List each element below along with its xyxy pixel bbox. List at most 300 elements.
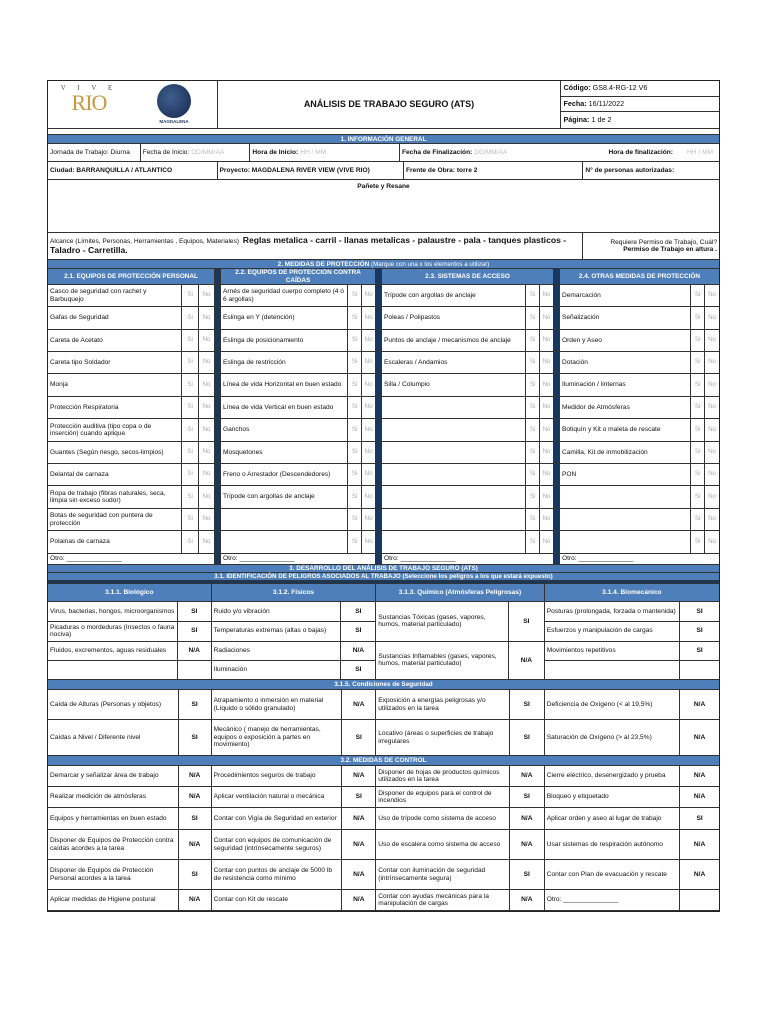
section2-title: 2. MEDIDAS DE PROTECCIÓN (Marque con una x los elementos a utilizar) — [48, 260, 719, 269]
control-value[interactable]: N/A — [510, 766, 545, 786]
protection-item — [382, 509, 526, 530]
control-value[interactable]: N/A — [510, 808, 545, 829]
no-checkbox[interactable]: No — [540, 509, 554, 530]
no-checkbox[interactable]: No — [540, 285, 554, 306]
section2-grid — [48, 269, 719, 565]
si-checkbox[interactable]: Si — [691, 352, 705, 373]
hazard-item — [48, 661, 178, 679]
no-checkbox[interactable]: No — [540, 442, 554, 463]
control-value[interactable]: SI — [696, 814, 703, 822]
hazard-column — [212, 602, 377, 679]
control-item: Caídas a Nivel / Diferente nivel — [48, 720, 179, 755]
protection-item: Eslinga de posicionamiento — [221, 330, 348, 351]
section2-row — [48, 285, 719, 307]
no-checkbox[interactable]: No — [362, 419, 376, 441]
protection-item: Eslinga en Y (detención) — [221, 307, 348, 329]
otro-field[interactable]: Otro: _______________ — [221, 554, 376, 564]
section2-row — [48, 509, 719, 531]
protection-item: Medidor de Atmósferas — [560, 397, 691, 418]
control-item: Locativo (áreas o superficies de trabajo irregulares — [376, 720, 510, 755]
control-item: Contar con Kit de rescate — [212, 890, 343, 910]
hazard-value[interactable]: SI — [355, 666, 362, 674]
si-checkbox[interactable]: Si — [182, 419, 199, 441]
protection-item: Gafas de Seguridad — [48, 307, 182, 329]
hazard-row — [212, 661, 376, 679]
hazard-value[interactable]: SI — [696, 607, 703, 615]
si-checkbox[interactable]: Si — [182, 486, 199, 508]
alcance-row — [48, 233, 719, 260]
hazard-item: Virus, bacterias, hongos, microorganismos — [48, 602, 178, 621]
otro-field[interactable]: Otro: _______________ — [561, 555, 634, 563]
control-item: Procedimientos seguros de trabajo — [212, 766, 343, 786]
control-value[interactable]: SI — [179, 860, 212, 889]
no-checkbox[interactable]: No — [362, 374, 376, 396]
protection-item: Demarcación — [560, 285, 691, 306]
si-checkbox[interactable]: Si — [691, 464, 705, 485]
hazard-value[interactable]: SI — [355, 607, 362, 615]
protection-item — [382, 486, 526, 508]
si-checkbox[interactable]: Si — [348, 374, 362, 396]
no-checkbox[interactable]: No — [199, 330, 215, 351]
protection-item: Línea de vida Vertical en buen estado — [221, 397, 348, 418]
no-checkbox[interactable]: No — [199, 285, 215, 306]
section3-subtitle: 3.1. IDENTIFICACIÓN DE PELIGROS ASOCIADOS AL TRABAJO (Seleccione los peligros a los que estará expuesto) — [48, 573, 719, 581]
control-value[interactable]: N/A — [510, 890, 545, 910]
no-checkbox[interactable]: No — [199, 464, 215, 485]
hazard-column — [48, 602, 212, 679]
control-value[interactable]: N/A — [342, 860, 376, 889]
protection-item — [382, 419, 526, 441]
control-value[interactable]: N/A — [693, 772, 706, 780]
no-checkbox[interactable]: No — [540, 419, 554, 441]
form-header — [48, 81, 719, 129]
hazard-value[interactable]: SI — [523, 617, 530, 625]
protection-item: Camilla, Kit de inmobilización — [560, 442, 691, 463]
protection-item: Careta de Acetato — [48, 330, 182, 351]
no-checkbox[interactable]: No — [199, 374, 215, 396]
no-checkbox[interactable]: No — [708, 537, 716, 545]
no-checkbox[interactable]: No — [708, 492, 716, 500]
control-item: Otro: _______________ — [545, 890, 680, 910]
no-checkbox[interactable]: No — [540, 531, 554, 553]
activity-row — [48, 180, 719, 233]
protection-item: Casco de seguridad con rachet y Barbuquejo — [48, 285, 182, 306]
protection-item: Monja — [48, 374, 182, 396]
protection-item — [221, 531, 348, 553]
hazard-row — [376, 642, 543, 680]
control-item: Mecánico ( manejo de herramientas, equipos o exposición a partes en movimiento) — [212, 720, 343, 755]
control-value[interactable]: N/A — [179, 890, 212, 910]
hazard-value[interactable]: SI — [355, 627, 362, 635]
protection-item — [382, 464, 526, 485]
protection-item: Guantes (Según riesgo, secos-limpios) — [48, 442, 182, 463]
control-item: Bloqueo y etiquetado — [545, 787, 680, 807]
protection-item: Dotación — [560, 352, 691, 373]
hazard-row — [48, 661, 211, 679]
condition-row — [48, 720, 719, 756]
hazard-row — [212, 622, 376, 642]
protection-item: PON — [560, 464, 691, 485]
si-checkbox[interactable]: Si — [182, 509, 199, 530]
si-checkbox[interactable]: Si — [182, 397, 199, 418]
si-checkbox[interactable]: Si — [691, 509, 705, 530]
permiso-field[interactable]: Requiere Permiso de Trabajo, Cuál? Permiso de Trabajo en altura . — [610, 238, 717, 253]
si-checkbox[interactable]: Si — [348, 442, 362, 463]
si-checkbox[interactable]: Si — [348, 307, 362, 329]
no-checkbox[interactable]: No — [362, 442, 376, 463]
control-value[interactable]: N/A — [342, 690, 376, 719]
si-checkbox[interactable]: Si — [526, 307, 540, 329]
protection-item — [382, 442, 526, 463]
si-checkbox[interactable]: Si — [526, 419, 540, 441]
hazard-row — [376, 602, 543, 642]
si-checkbox[interactable]: Si — [348, 330, 362, 351]
vive-rio-logo: V I V E RIO — [60, 84, 118, 115]
hazard-item: Iluminación — [212, 661, 342, 679]
control-item: Disponer de equipos para el control de incendios — [376, 787, 510, 807]
control-item: Aplicar ventilación natural o mecánica — [212, 787, 343, 807]
control-item: Contar con Vigía de Seguridad en exterior — [212, 808, 343, 829]
control-value[interactable]: N/A — [693, 793, 706, 801]
hazard-value[interactable]: N/A — [188, 647, 200, 655]
section2-row — [48, 374, 719, 397]
protection-item: Careta tipo Soldador — [48, 352, 182, 373]
si-checkbox[interactable]: Si — [691, 486, 705, 508]
hora-inicio-field[interactable]: Hora de Inicio: HH / MM — [250, 144, 400, 161]
hazard-category-header: 3.1.1. Biológico — [48, 584, 212, 601]
control-value[interactable]: N/A — [179, 830, 212, 859]
protection-item: Botiquín y Kit o maleta de rescate — [560, 419, 691, 441]
protection-item: Eslinga de restricción — [221, 352, 348, 373]
control-item: Uso de trípode como sistema de acceso — [376, 808, 510, 829]
section2-row — [48, 419, 719, 442]
hazard-item: Radiaciones — [212, 642, 342, 661]
section2-row — [48, 464, 719, 486]
si-checkbox[interactable]: Si — [182, 307, 199, 329]
no-checkbox[interactable]: No — [199, 531, 215, 553]
control-item: Saturación de Oxígeno (> al 23,5%) — [545, 720, 680, 755]
si-checkbox[interactable]: Si — [526, 330, 540, 351]
control-row — [48, 766, 719, 787]
no-checkbox[interactable]: No — [540, 307, 554, 329]
protection-item: Ganchos — [221, 419, 348, 441]
protection-item — [560, 509, 691, 530]
hazard-item: Sustancias Tóxicas (gases, vapores, humos, material particulado) — [376, 602, 509, 641]
protection-item: Trípode con argollas de anclaje — [221, 486, 348, 508]
protection-item — [221, 509, 348, 530]
section2-row — [48, 397, 719, 419]
proyecto-field[interactable]: Proyecto: MAGDALENA RIVER VIEW (VIVE RIO) — [218, 162, 404, 179]
hazard-item — [545, 661, 680, 679]
control-value[interactable]: N/A — [693, 700, 706, 708]
si-checkbox[interactable]: Si — [182, 442, 199, 463]
control-value[interactable]: SI — [342, 720, 376, 755]
conditions-title: 3.1.5. Condiciones de Seguridad — [48, 680, 719, 690]
si-checkbox[interactable]: Si — [526, 464, 540, 485]
control-value[interactable]: SI — [179, 720, 212, 755]
no-checkbox[interactable]: No — [199, 307, 215, 329]
no-checkbox[interactable]: No — [362, 509, 376, 530]
control-item: Disponer de Equipos de Protección contra caídas acordes a la tarea — [48, 830, 179, 859]
dates-row — [48, 144, 719, 162]
si-checkbox[interactable]: Si — [348, 397, 362, 418]
protection-item: Mosquetones — [221, 442, 348, 463]
hazard-column — [376, 602, 544, 679]
hazard-item: Sustancias Inflamables (gases, vapores, humos, material particulado) — [376, 642, 509, 680]
control-row — [48, 890, 719, 911]
protection-item: Señalización — [560, 307, 691, 329]
no-checkbox[interactable]: No — [708, 515, 716, 523]
section3-grid — [48, 584, 719, 911]
alcance-field[interactable]: Alcance (Límites, Personas, Herramientas , Equipos, Materiales) Reglas metalica - carril - llanas metalicas - palaustre - pala - tanques plasticos - Taladro - Carretilla. — [48, 233, 583, 259]
otro-field[interactable]: Otro: _______________ — [48, 554, 215, 564]
no-checkbox[interactable]: No — [708, 425, 716, 433]
pagina-field: Página: 1 de 2 — [563, 115, 612, 125]
control-item: Contar con iluminación de seguridad (intrínsecamente segura) — [376, 860, 510, 889]
alcance-value: Reglas metalica - carril - llanas metalicas - palaustre - pala - tanques plasticos - Taladro - Carretilla. — [50, 235, 567, 255]
no-checkbox[interactable]: No — [708, 403, 716, 411]
protection-item — [382, 397, 526, 418]
control-row — [48, 860, 719, 890]
si-checkbox[interactable]: Si — [691, 442, 705, 463]
control-row — [48, 787, 719, 808]
section2-row — [48, 442, 719, 464]
ciudad-field[interactable]: Ciudad: BARRANQUILLA / ATLANTICO — [48, 162, 218, 179]
no-checkbox[interactable]: No — [199, 397, 215, 418]
control-value[interactable]: SI — [342, 787, 376, 807]
si-checkbox[interactable]: Si — [691, 531, 705, 553]
no-checkbox[interactable]: No — [199, 352, 215, 373]
hazard-row — [48, 642, 211, 662]
section2-row — [48, 531, 719, 554]
no-checkbox[interactable]: No — [540, 486, 554, 508]
control-item: Exposición a energías peligrosas y/o utilizados en la tarea — [376, 690, 510, 719]
protection-item — [560, 486, 691, 508]
section2-col-header: 2.4. OTRAS MEDIDAS DE PROTECCIÓN — [560, 269, 719, 284]
si-checkbox[interactable]: Si — [526, 352, 540, 373]
hazard-row — [545, 642, 719, 662]
no-checkbox[interactable]: No — [708, 336, 716, 344]
control-value[interactable]: N/A — [510, 830, 545, 859]
hazard-value[interactable]: SI — [191, 607, 198, 615]
si-checkbox[interactable]: Si — [691, 307, 705, 329]
section2-col-header: 2.1. EQUIPOS DE PROTECCIÓN PERSONAL — [48, 269, 215, 284]
protection-item: Protección Respiratoria — [48, 397, 182, 418]
hazard-block — [48, 602, 719, 680]
control-value[interactable]: N/A — [179, 787, 212, 807]
no-checkbox[interactable]: No — [199, 419, 215, 441]
hazard-row — [212, 642, 376, 662]
control-item: Realizar medición de atmósferas — [48, 787, 179, 807]
section2-row — [48, 307, 719, 330]
control-value[interactable]: SI — [510, 720, 545, 755]
no-checkbox[interactable]: No — [199, 442, 215, 463]
si-checkbox[interactable]: Si — [691, 374, 705, 396]
personas-field[interactable]: N° de personas autorizadas: — [585, 166, 675, 174]
control-value[interactable]: N/A — [693, 870, 706, 878]
protection-item: Poleas / Polipastos — [382, 307, 526, 329]
si-checkbox[interactable]: Si — [182, 330, 199, 351]
si-checkbox[interactable]: Si — [182, 285, 199, 306]
fecha-fin-field[interactable]: Fecha de Finalización: DD/MM/AA — [401, 148, 508, 156]
hazard-category-header: 3.1.3. Químico (Atmósferas Peligrosas) — [376, 584, 544, 601]
no-checkbox[interactable]: No — [540, 397, 554, 418]
hazard-value[interactable] — [178, 661, 211, 679]
no-checkbox[interactable]: No — [199, 509, 215, 530]
si-checkbox[interactable]: Si — [526, 285, 540, 306]
si-checkbox[interactable]: Si — [526, 397, 540, 418]
control-row — [48, 808, 719, 830]
si-checkbox[interactable]: Si — [526, 374, 540, 396]
no-checkbox[interactable]: No — [362, 464, 376, 485]
hazard-column — [545, 602, 719, 679]
no-checkbox[interactable]: No — [540, 330, 554, 351]
control-item: Equipos y herramientas en buen estado — [48, 808, 179, 829]
hazard-item: Ruido y/o vibración — [212, 602, 342, 621]
magdalena-logo: MAGDALENA — [148, 84, 200, 124]
no-checkbox[interactable]: No — [708, 380, 716, 388]
hazard-value[interactable]: SI — [696, 647, 703, 655]
control-item: Cierre eléctrico, desenergizado y prueba — [545, 766, 680, 786]
protection-item — [382, 531, 526, 553]
no-checkbox[interactable]: No — [708, 358, 716, 366]
frente-field[interactable]: Frente de Obra: torre 2 — [404, 162, 583, 179]
section1-title: 1. INFORMACIÓN GENERAL — [48, 135, 719, 144]
section3-header-row — [48, 584, 719, 602]
si-checkbox[interactable]: Si — [348, 352, 362, 373]
no-checkbox[interactable]: No — [362, 486, 376, 508]
hazard-value[interactable]: N/A — [352, 647, 365, 655]
protection-item — [560, 531, 691, 553]
si-checkbox[interactable]: Si — [348, 464, 362, 485]
control-value[interactable] — [680, 890, 719, 910]
control-value[interactable]: N/A — [342, 890, 376, 910]
control-item: Contar con Plan de evacuación y rescate — [545, 860, 680, 889]
control-item: Contar con puntos de anclaje de 5000 lb de resistencia como mínimo — [212, 860, 343, 889]
condition-row — [48, 690, 719, 720]
hora-fin-field[interactable]: Hora de finalización: HH / MM — [608, 148, 713, 156]
no-checkbox[interactable]: No — [362, 285, 376, 306]
no-checkbox[interactable]: No — [708, 448, 716, 456]
no-checkbox[interactable]: No — [362, 397, 376, 418]
hazard-row — [545, 602, 719, 622]
hazard-row — [48, 602, 211, 622]
no-checkbox[interactable]: No — [708, 470, 716, 478]
control-value[interactable]: SI — [510, 787, 545, 807]
hazard-value[interactable] — [680, 661, 719, 679]
control-value[interactable]: N/A — [693, 840, 706, 848]
control-value[interactable]: SI — [510, 690, 545, 719]
actividad-field[interactable]: Pañete y Resane — [357, 183, 410, 190]
control-value[interactable]: N/A — [342, 830, 376, 859]
si-checkbox[interactable]: Si — [348, 509, 362, 530]
hazard-value[interactable]: SI — [191, 627, 198, 635]
protection-item: Puntos de anclaje / mecanismos de anclaje — [382, 330, 526, 351]
si-checkbox[interactable]: Si — [182, 464, 199, 485]
section2-col-header: 2.3. SISTEMAS DE ACCESO — [382, 269, 554, 284]
ats-form — [47, 80, 720, 912]
si-checkbox[interactable]: Si — [526, 509, 540, 530]
section2-row — [48, 330, 719, 352]
control-value[interactable]: SI — [510, 860, 545, 889]
protection-item: Botas de seguridad con puntera de protección — [48, 509, 182, 530]
control-value[interactable]: N/A — [342, 766, 376, 786]
si-checkbox[interactable]: Si — [182, 531, 199, 553]
control-item: Demarcar y señalizar área de trabajo — [48, 766, 179, 786]
no-checkbox[interactable]: No — [708, 313, 716, 321]
si-checkbox[interactable]: Si — [691, 330, 705, 351]
hazard-row — [212, 602, 376, 622]
control-title: 3.2. MEDIDAS DE CONTROL — [48, 756, 719, 766]
si-checkbox[interactable]: Si — [182, 352, 199, 373]
si-checkbox[interactable]: Si — [526, 486, 540, 508]
hazard-item: Esfuerzos y manipulación de cargas — [545, 622, 680, 641]
no-checkbox[interactable]: No — [540, 374, 554, 396]
no-checkbox[interactable]: No — [708, 291, 716, 299]
protection-item: Protección auditiva (tipo copa o de inserción) cuando aplique — [48, 419, 182, 441]
control-value[interactable]: N/A — [342, 808, 376, 829]
si-checkbox[interactable]: Si — [348, 419, 362, 441]
fecha-inicio-field[interactable]: Fecha de Inicio: DD/MM/AA — [141, 144, 251, 161]
control-item: Deficiencia de Oxígeno (< al 19,5%) — [545, 690, 680, 719]
section2-col-header: 2.2. EQUIPOS DE PROTECCIÓN CONTRA CAÍDAS — [221, 269, 376, 284]
otro-field[interactable]: Otro: _______________ — [382, 554, 554, 564]
control-item: Aplicar orden y aseo al lugar de trabajo — [545, 808, 680, 829]
hazard-category-header: 3.1.2. Físicos — [212, 584, 377, 601]
jornada-field[interactable]: Jornada de Trabajo: Diurna — [48, 144, 141, 161]
si-checkbox[interactable]: Si — [691, 397, 705, 418]
si-checkbox[interactable]: Si — [348, 531, 362, 553]
hazard-category-header: 3.1.4. Biomecánico — [545, 584, 719, 601]
control-item: Disponer de hojas de productos químicos utilizados en la tarea — [376, 766, 510, 786]
control-item: Caída de Alturas (Personas y objetos) — [48, 690, 179, 719]
no-checkbox[interactable]: No — [199, 486, 215, 508]
protection-item: Delantal de carnaza — [48, 464, 182, 485]
protection-item: Arnés de seguridad cuerpo completo (4 ó 6 argollas) — [221, 285, 348, 306]
control-value[interactable]: SI — [179, 808, 212, 829]
control-value[interactable]: N/A — [693, 733, 706, 741]
control-value[interactable]: SI — [179, 690, 212, 719]
hazard-row — [545, 661, 719, 679]
no-checkbox[interactable]: No — [362, 330, 376, 351]
hazard-value[interactable]: SI — [696, 627, 703, 635]
si-checkbox[interactable]: Si — [348, 486, 362, 508]
protection-item: Ropa de trabajo (fibras naturales, seca, limpia sin exceso sudor) — [48, 486, 182, 508]
protection-item: Orden y Aseo — [560, 330, 691, 351]
control-value[interactable]: N/A — [179, 766, 212, 786]
protection-item: Trípode con argollas de anclaje — [382, 285, 526, 306]
si-checkbox[interactable]: Si — [526, 442, 540, 463]
codigo-field: Código: GS8.4-RG-12 V6 — [561, 81, 719, 97]
no-checkbox[interactable]: No — [362, 531, 376, 553]
no-checkbox[interactable]: No — [540, 352, 554, 373]
si-checkbox[interactable]: Si — [691, 419, 705, 441]
si-checkbox[interactable]: Si — [526, 531, 540, 553]
protection-item: Iluminación / linternas — [560, 374, 691, 396]
hazard-value[interactable]: N/A — [520, 656, 533, 664]
si-checkbox[interactable]: Si — [691, 285, 705, 306]
section2-row — [48, 486, 719, 509]
control-item: Aplicar medidas de Higiene postural — [48, 890, 179, 910]
no-checkbox[interactable]: No — [540, 464, 554, 485]
hazard-item: Movimientos repetitivos — [545, 642, 680, 661]
no-checkbox[interactable]: No — [362, 307, 376, 329]
si-checkbox[interactable]: Si — [182, 374, 199, 396]
protection-item: Línea de vida Horizontal en buen estado — [221, 374, 348, 396]
no-checkbox[interactable]: No — [362, 352, 376, 373]
si-checkbox[interactable]: Si — [348, 285, 362, 306]
section2-row — [48, 352, 719, 374]
